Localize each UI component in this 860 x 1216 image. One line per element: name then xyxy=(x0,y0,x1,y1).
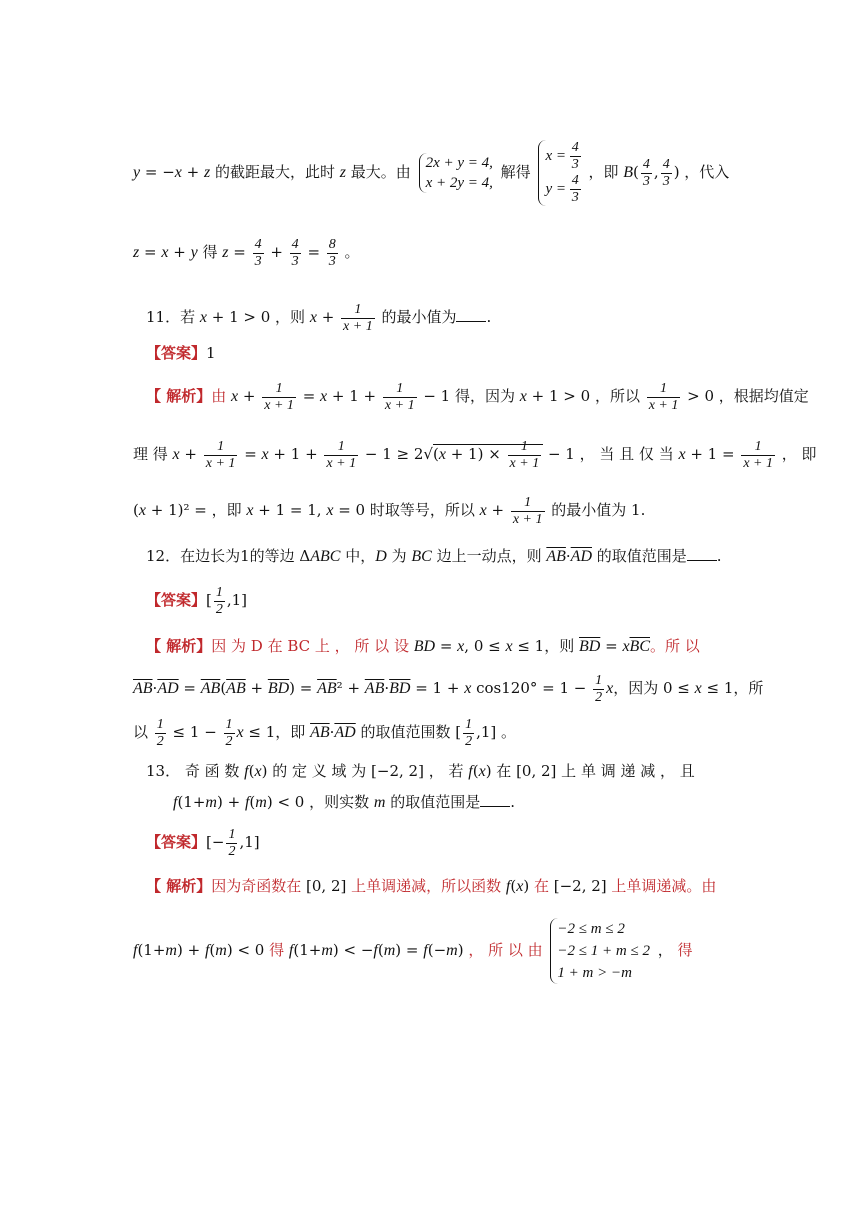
question-12: 12．在边长为1的等边 ΔABC 中，D 为 BC 边上一动点，则 $\overline{AB}\cdot\overline{AD}$ 的取值范围是 . xyxy=(146,547,722,565)
answer-12: 【答案】[ $\frac{1}{2}$ ,1] xyxy=(146,584,248,617)
text-line: f(1+m) + f(m) < 0 得 f(1+m) < −f(m) = f(−m) ， 所 以 由 −2 ≤ m ≤ 2 −2 ≤ 1 + m ≤ 2 1 + m > −m ， 得 xyxy=(133,912,733,988)
text-line: (x + 1)² = ，即 x + 1 = 1, x = 0 时取等号，所以 x + $\frac{1}{x + 1}$ 的最小值为 1. xyxy=(133,494,646,527)
analysis-12: 【 解析】因 为 D 在 BC 上 ， 所 以 设 BD = x, 0 ≤ x ≤ 1，则 $\overline{BD} = x\overline{BC}$。所 以 xyxy=(146,637,700,655)
answer-11: 【答案】1 xyxy=(146,344,216,362)
question-13: 13． 奇 函 数 f(x) 的 定 义 域 为 [−2, 2] ， 若 f(x) 在 [0, 2] 上 单 调 递 减 ， 且 xyxy=(146,762,695,780)
text-line: y = −x + z 的截距最大，此时 z 最大。由 2x + y = 4, x + 2y = 4, 解得 x = $\frac{4}{3}$ y = $\frac{4}{3}$ ，即 B( $\frac{4}{3}$ , $\frac{4}{3}$ ) ，代入 xyxy=(133,140,730,205)
text-line: $\overline{AB}\cdot\overline{AD} = \overline{AB}(\overline{AB} + \overline{BD}) = \overline{AB}^2 + \overline{AB}\cdot\overline{BD} = 1 + x$ cos120° = 1 − $\frac{1}{2}$ x，因为 0 ≤ x ≤ 1，所 xyxy=(133,672,764,705)
analysis-13: 【 解析】因为奇函数在 [0, 2] 上单调递减，所以函数 f(x) 在 [−2, 2] 上单调递减。由 xyxy=(146,877,717,895)
text-line: 以 $\frac{1}{2}$ ≤ 1 − $\frac{1}{2}$ x ≤ 1，即 $\overline{AB}\cdot\overline{AD}$ 的取值范围数 [ $\frac{1}{2}$ ,1] 。 xyxy=(133,716,517,749)
analysis-11: 【 解析】由 x + $\frac{1}{x + 1}$ = x + 1 + $\frac{1}{x + 1}$ − 1 得，因为 x + 1 > 0 ，所以 $\frac{1}{x + 1}$ > 0 ，根据均值定 xyxy=(146,380,809,413)
text-line: 理 得 x + $\frac{1}{x + 1}$ = x + 1 + $\frac{1}{x + 1}$ − 1 ≥ 2√(x + 1) × $\frac{1}{x + 1}$ − 1 ， 当 且 仅 当 x + 1 = $\frac{1}{x + 1}$ ， 即 xyxy=(133,438,817,471)
question-11: 11．若 x + 1 > 0 ，则 x + $\frac{1}{x + 1}$ 的最小值为 . xyxy=(146,301,492,334)
text-line: f(1+m) + f(m) < 0 ，则实数 m 的取值范围是 . xyxy=(173,793,515,811)
answer-13: 【答案】[− $\frac{1}{2}$ ,1] xyxy=(146,826,260,859)
text-line: z = x + y 得 z = $\frac{4}{3}$ + $\frac{4}{3}$ = $\frac{8}{3}$ 。 xyxy=(133,236,360,269)
